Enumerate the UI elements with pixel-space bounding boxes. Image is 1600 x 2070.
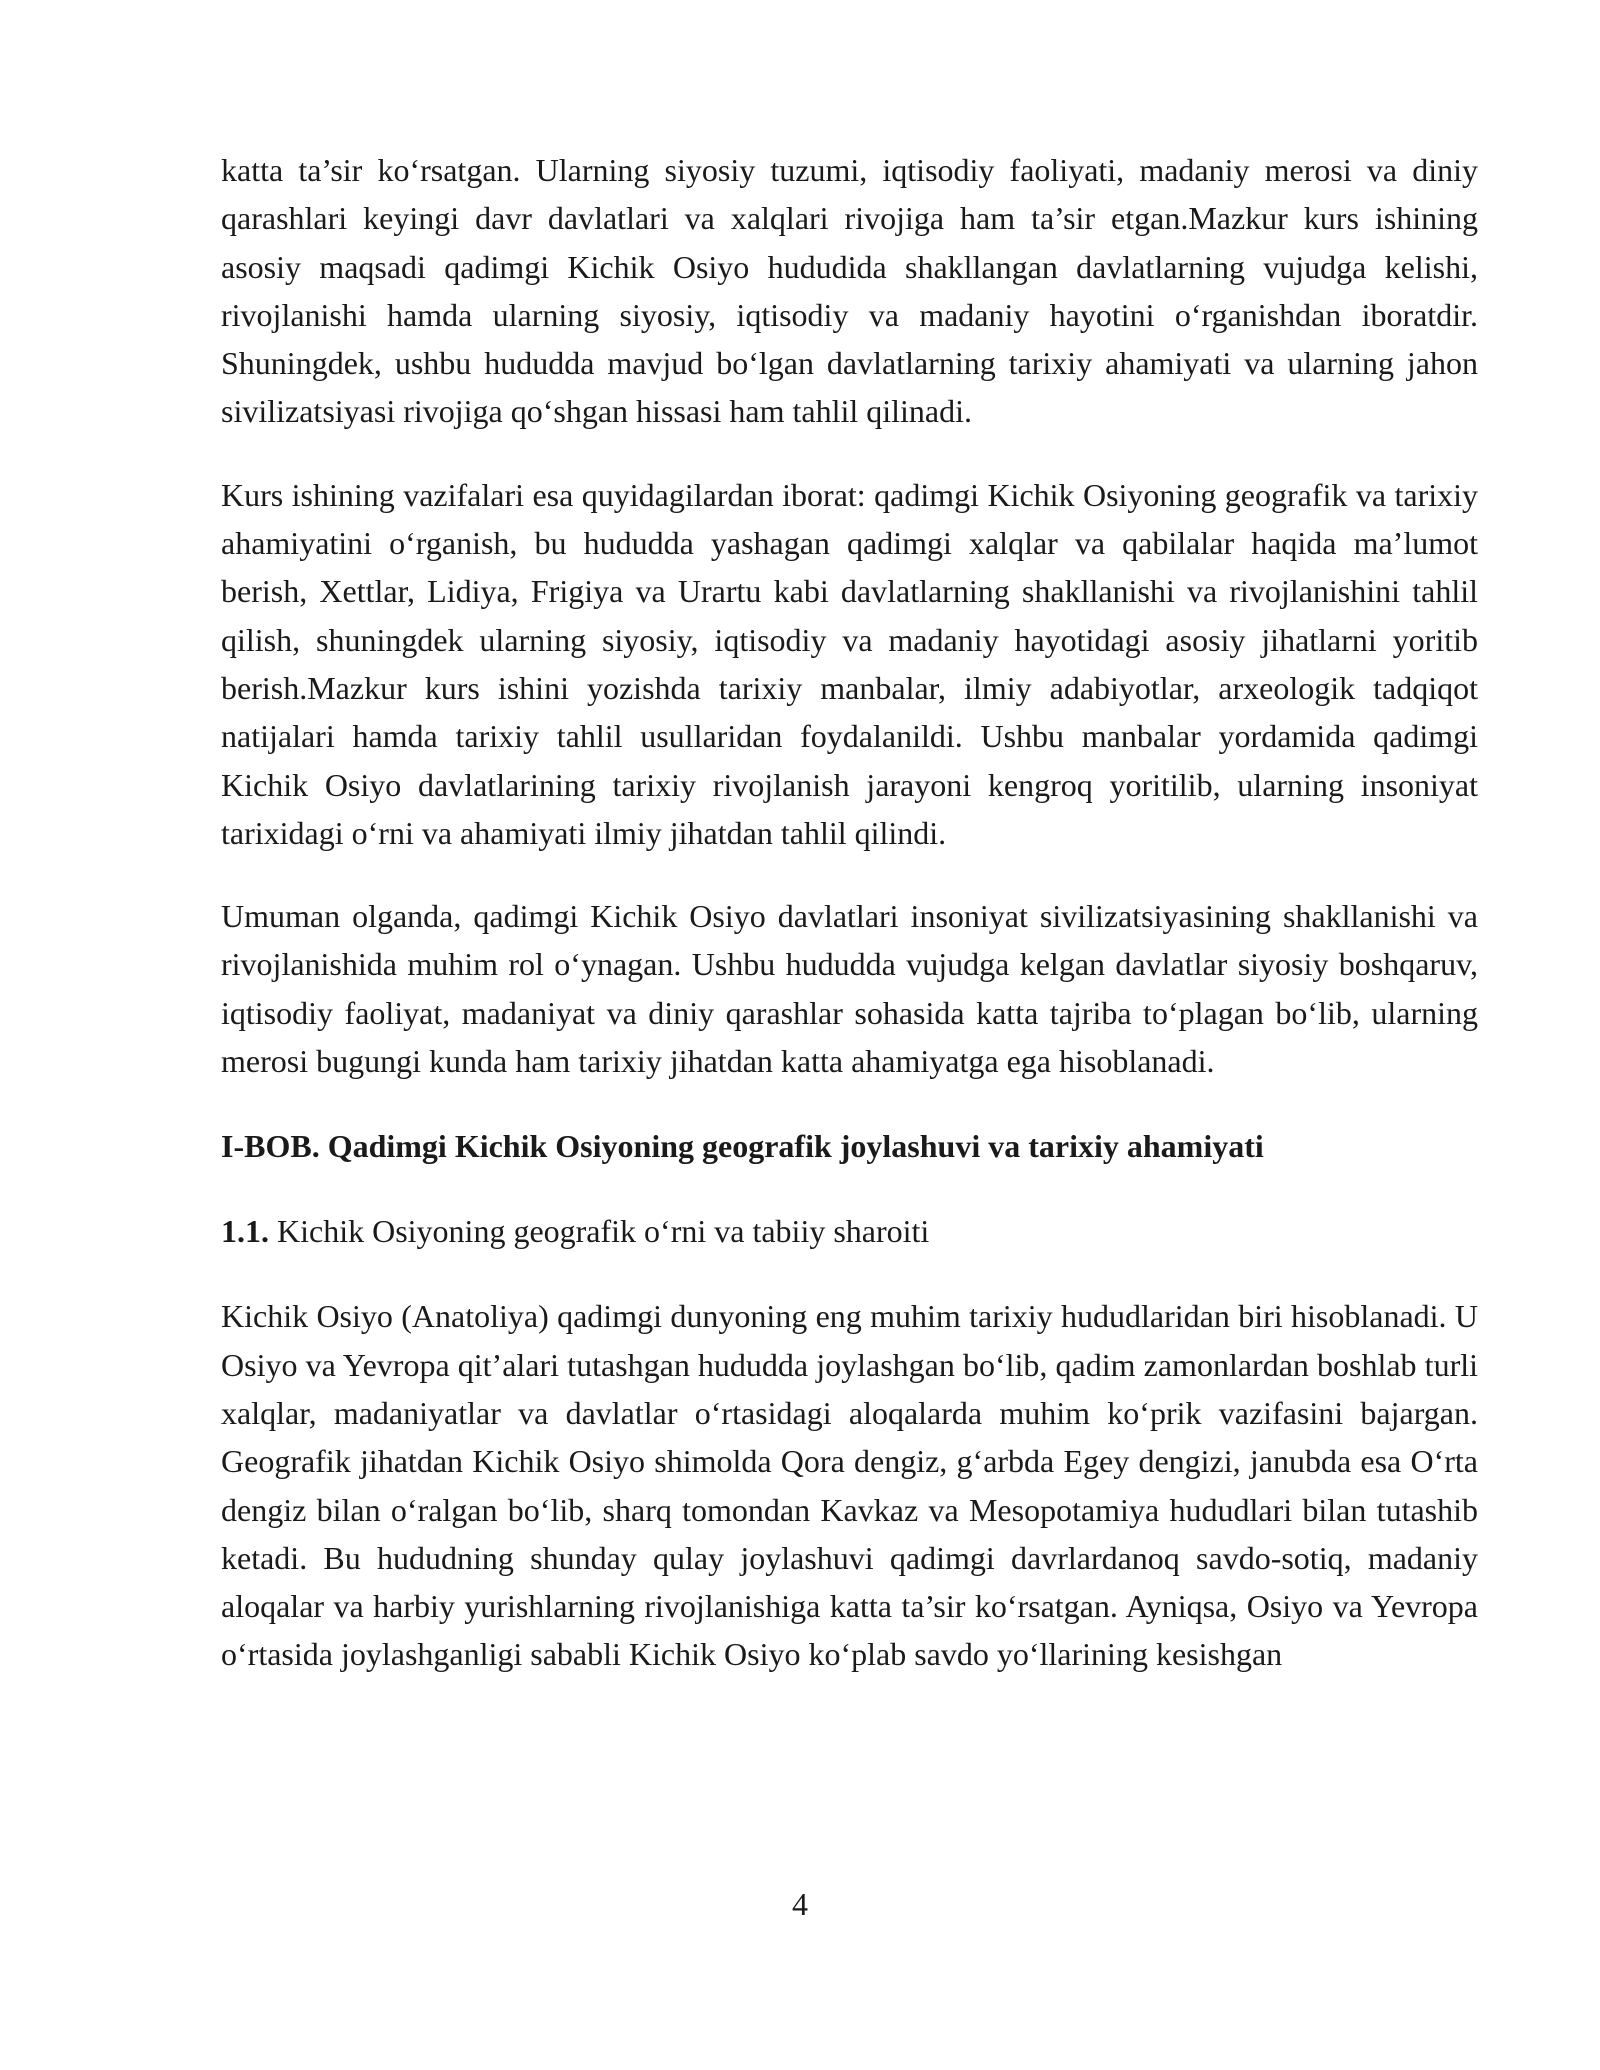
- document-page: [221, 146, 1478, 1679]
- chapter-heading: I-BOB. Qadimgi Kichik Osiyoning geografik joylashuvi va tarixiy ahamiyati: [221, 1128, 1264, 1165]
- section-paragraph: Kichik Osiyo (Anatoliya) qadimgi dunyoning eng muhim tarixiy hududlaridan biri hisoblanadi. U Osiyo va Yevropa qit’alari tutashgan hududda joylashgan bo‘lib, qadim zamonlardan boshlab turli xalqlar, madaniyatlar va davlatlar o‘rtasidagi aloqalarda muhim ko‘prik vazifasini bajargan. Geografik jihatdan Kichik Osiyo shimolda Qora dengiz, g‘arbda Egey dengizi, janubda esa O‘rta dengiz bilan o‘ralgan bo‘lib, sharq tomondan Kavkaz va Mesopotamiya hududlari bilan tutashib ketadi. Bu hududning shunday qulay joylashuvi qadimgi davrlardanoq savdo-sotiq, madaniy aloqalar va harbiy yurishlarning rivojlanishiga katta ta’sir ko‘rsatgan. Ayniqsa, Osiyo va Yevropa o‘rtasida joylashganligi sababli Kichik Osiyo ko‘plab savdo yo‘llarining kesishgan: [221, 1298, 1478, 1673]
- page-number: 4: [792, 1886, 808, 1922]
- section-heading: [221, 1207, 1478, 1255]
- body-paragraph-2: Kurs ishining vazifalari esa quyidagilardan iborat: qadimgi Kichik Osiyoning geografik va tarixiy ahamiyatini o‘rganish, bu hududda yashagan qadimgi xalqlar va qabilalar haqida ma’lumot berish, Xettlar, Lidiya, Frigiya va Urartu kabi davlatlarning shakllanishi va rivojlanishini tahlil qilish, shuningdek ularning siyosiy, iqtisodiy va madaniy hayotidagi asosiy jihatlarni yoritib berish.Mazkur kurs ishini yozishda tarixiy manbalar, ilmiy adabiyotlar, arxeologik tadqiqot natijalari hamda tarixiy tahlil usullaridan foydalanildi. Ushbu manbalar yordamida qadimgi Kichik Osiyo davlatlarining tarixiy rivojlanish jarayoni kengroq yoritilib, ularning insoniyat tarixidagi o‘rni va ahamiyati ilmiy jihatdan tahlil qilindi.: [221, 476, 1478, 851]
- body-paragraph-3: Umuman olganda, qadimgi Kichik Osiyo davlatlari insoniyat sivilizatsiyasining shakllanishi va rivojlanishida muhim rol o‘ynagan. Ushbu hududda vujudga kelgan davlatlar siyosiy boshqaruv, iqtisodiy faoliyat, madaniyat va diniy qarashlar sohasida katta tajriba to‘plagan bo‘lib, ularning merosi bugungi kunda ham tarixiy jihatdan katta ahamiyatga ega hisoblanadi.: [221, 898, 1478, 1080]
- body-paragraph-1: katta ta’sir ko‘rsatgan. Ularning siyosiy tuzumi, iqtisodiy faoliyati, madaniy merosi va diniy qarashlari keyingi davr davlatlari va xalqlari rivojiga ham ta’sir etgan.Mazkur kurs ishining asosiy maqsadi qadimgi Kichik Osiyo hududida shakllangan davlatlarning vujudga kelishi, rivojlanishi hamda ularning siyosiy, iqtisodiy va madaniy hayotini o‘rganishdan iboratdir. Shuningdek, ushbu hududda mavjud bo‘lgan davlatlarning tarixiy ahamiyati va ularning jahon sivilizatsiyasi rivojiga qo‘shgan hissasi ham tahlil qilinadi.: [221, 152, 1478, 430]
- section-number: 1.1.: [221, 1213, 269, 1250]
- section-title: Kichik Osiyoning geografik o‘rni va tabiiy sharoiti: [277, 1213, 930, 1250]
